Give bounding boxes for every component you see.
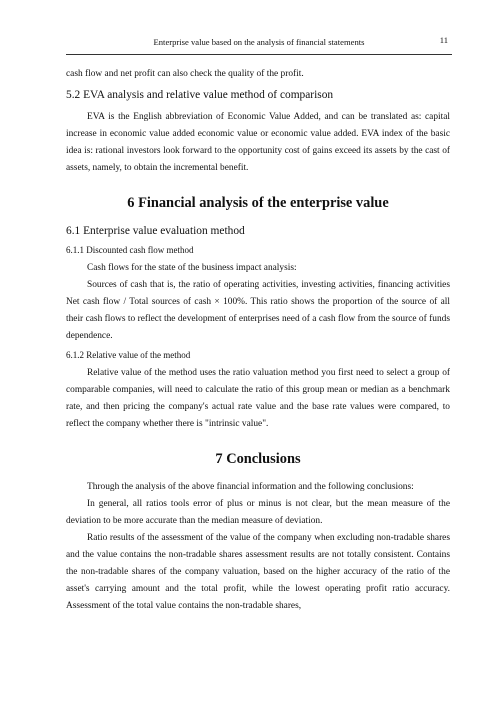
header-divider <box>66 54 452 55</box>
page-body <box>66 66 450 615</box>
chapter-heading-6: 6 Financial analysis of the enterprise value <box>127 195 389 211</box>
page-number: 11 <box>439 35 448 45</box>
paragraph-sources-of-cash: Sources of cash that is, the ratio of operating activities, investing activities, financing activities Net cash flow / Total sources of cash × 100%. This ratio shows the proportion of the source of all their cash flows to reflect the development of enterprises need of a cash flow from the source of funds dependence. <box>66 280 450 341</box>
paragraph-eva: EVA is the English abbreviation of Economic Value Added, and can be translated as: capital increase in economic value added economic value or economic value added. EVA index of the basic idea is: rational investors look forward to the opportunity cost of gains exceed its assets by the cast of assets, namely, to obtain the incremental benefit. <box>66 112 450 173</box>
chapter-heading-7: 7 Conclusions <box>215 451 301 467</box>
paragraph-cash-flows: Cash flows for the state of the business impact analysis: <box>87 263 297 273</box>
paragraph-general: In general, all ratios tools error of plus or minus is not clear, but the mean measure of the deviation to be more accurate than the median measure of deviation. <box>66 499 450 526</box>
section-heading-5-2: 5.2 EVA analysis and relative value method of comparison <box>66 89 334 101</box>
paragraph-continuation: cash flow and net profit can also check the quality of the profit. <box>66 69 304 79</box>
subsection-heading-6-1-1: 6.1.1 Discounted cash flow method <box>66 245 194 255</box>
paragraph-relative-value: Relative value of the method uses the ratio valuation method you first need to select a group of comparable companies, will need to calculate the ratio of this group mean or median as a benchmark rate, and then pricing the company's actual rate value and the base rate values were compared, to reflect the company whether there is "intrinsic value". <box>66 368 450 429</box>
paragraph-through-analysis: Through the analysis of the above financial information and the following conclusions: <box>87 482 414 492</box>
section-heading-6-1: 6.1 Enterprise value evaluation method <box>66 225 245 237</box>
subsection-heading-6-1-2: 6.1.2 Relative value of the method <box>66 350 191 360</box>
paragraph-ratio-results: Ratio results of the assessment of the value of the company when excluding non-tradable shares and the value contains the non-tradable shares assessment results are not totally consistent. Contains the non-tradable shares of the company valuation, based on the higher accuracy of the ratio of the asset's carrying amount and the total profit, while the lowest operating profit ratio accuracy. Assessment of the total value contains the non-tradable shares, <box>66 533 450 611</box>
running-header: Enterprise value based on the analysis of financial statements <box>153 37 365 47</box>
